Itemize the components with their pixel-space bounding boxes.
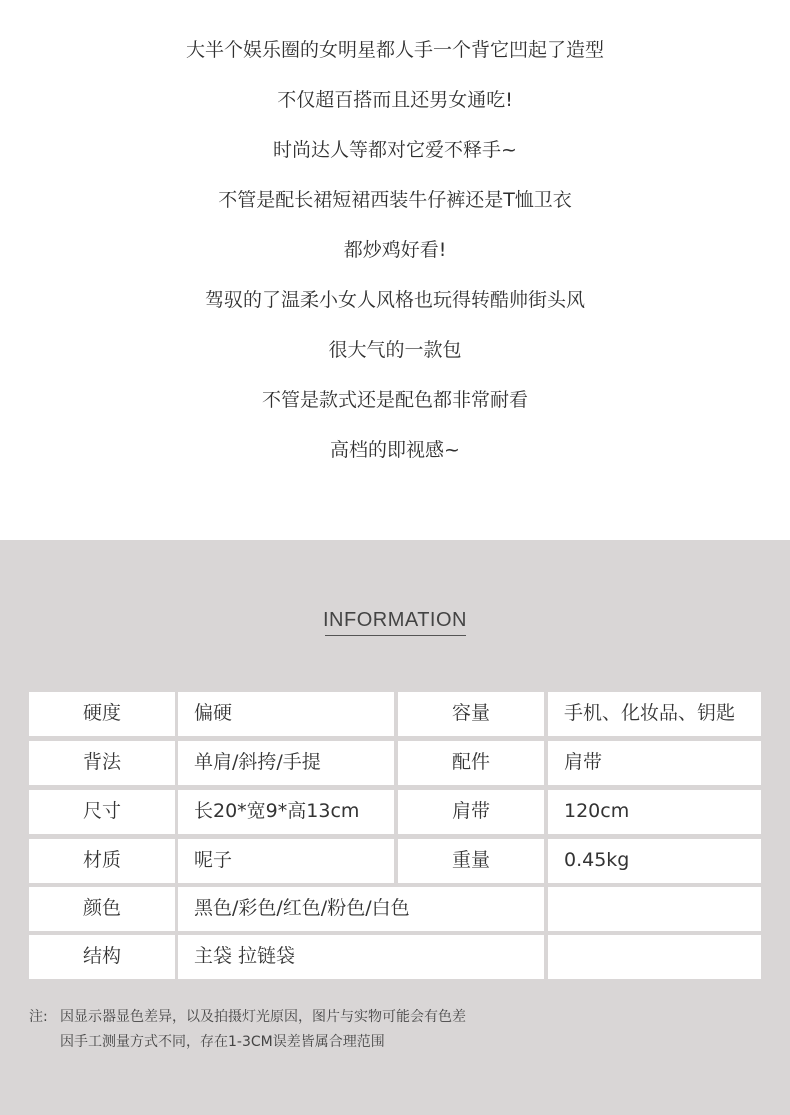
spec-label: 材质 <box>29 839 175 883</box>
intro-line: 不管是配长裙短裙西装牛仔裤还是T恤卫衣 <box>218 189 572 211</box>
spec-label: 容量 <box>398 692 544 736</box>
spec-value: 长20*宽9*高13cm <box>178 790 394 834</box>
information-section <box>0 540 790 1115</box>
spec-value: 0.45kg <box>548 839 761 883</box>
intro-line: 都炒鸡好看! <box>343 239 447 261</box>
spec-label: 颜色 <box>29 887 175 931</box>
spec-label: 配件 <box>398 741 544 785</box>
note-prefix: 注: <box>29 1009 48 1025</box>
spec-value: 主袋 拉链袋 <box>178 935 544 979</box>
spec-value-empty <box>548 887 761 931</box>
spec-label: 肩带 <box>398 790 544 834</box>
note-line: 因手工测量方式不同，存在1-3CM误差皆属合理范围 <box>60 1034 385 1050</box>
spec-value: 呢子 <box>178 839 394 883</box>
spec-value: 120cm <box>548 790 761 834</box>
spec-label: 硬度 <box>29 692 175 736</box>
intro-line: 大半个娱乐圈的女明星都人手一个背它凹起了造型 <box>185 39 604 61</box>
intro-line: 不管是款式还是配色都非常耐看 <box>261 389 528 411</box>
spec-label: 背法 <box>29 741 175 785</box>
spec-label: 重量 <box>398 839 544 883</box>
spec-value: 偏硬 <box>178 692 394 736</box>
title-underline <box>325 635 466 636</box>
spec-value: 单肩/斜挎/手提 <box>178 741 394 785</box>
intro-line: 很大气的一款包 <box>328 339 462 361</box>
spec-value: 肩带 <box>548 741 761 785</box>
spec-value-empty <box>548 935 761 979</box>
spec-label: 尺寸 <box>29 790 175 834</box>
spec-value: 手机、化妆品、钥匙 <box>548 692 761 736</box>
spec-value: 黑色/彩色/红色/粉色/白色 <box>178 887 544 931</box>
information-title: INFORMATION <box>322 609 467 631</box>
note-line: 因显示器显色差异，以及拍摄灯光原因，图片与实物可能会有色差 <box>60 1009 466 1025</box>
intro-line: 高档的即视感~ <box>330 439 460 461</box>
intro-line: 时尚达人等都对它爱不释手~ <box>273 139 517 161</box>
intro-section <box>0 0 790 540</box>
intro-line: 驾驭的了温柔小女人风格也玩得转酷帅街头风 <box>204 289 585 311</box>
intro-line: 不仅超百搭而且还男女通吃! <box>277 89 513 111</box>
spec-label: 结构 <box>29 935 175 979</box>
